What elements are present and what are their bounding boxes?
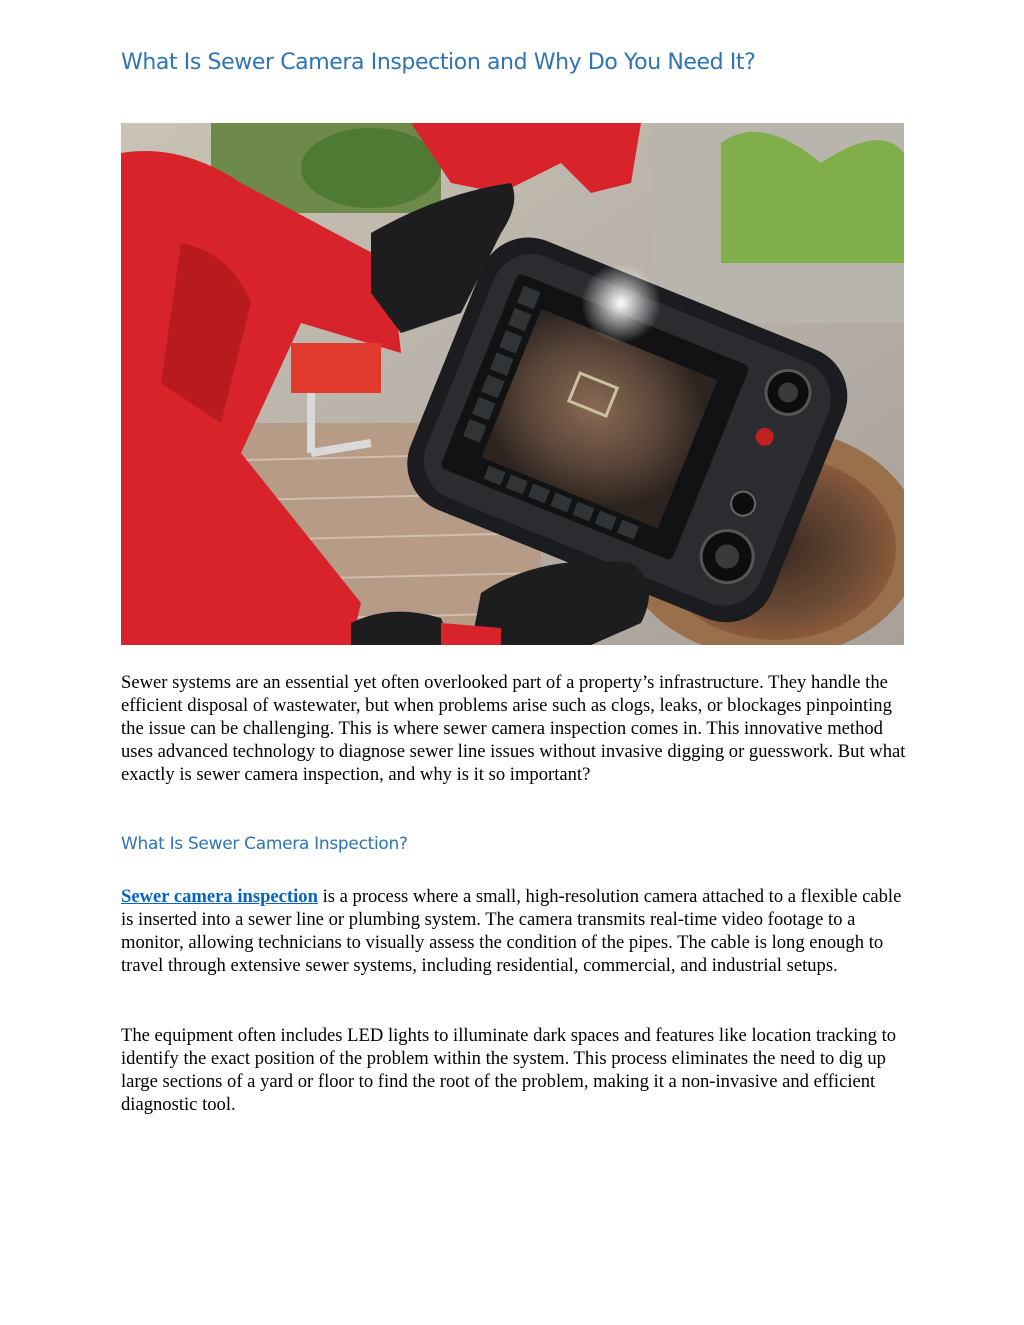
page-title: What Is Sewer Camera Inspection and Why Do You Need It? [121, 50, 756, 75]
intro-paragraph: Sewer systems are an essential yet often overlooked part of a property’s infrastructure. They handle the efficient disposal of wastewater, but when problems arise such as clogs, leaks, or blockages pinpointing the issue can be challenging. This is where sewer camera inspection comes in. This innovative method uses advanced technology to diagnose sewer line issues without invasive digging or guesswork. But what exactly is sewer camera inspection, and why is it so important? [121, 672, 906, 785]
definition-paragraph [121, 885, 911, 977]
equipment-paragraph: The equipment often includes LED lights to illuminate dark spaces and features like location tracking to identify the exact position of the problem within the system. This process eliminates the need to dig up large sections of a yard or floor to find the root of the problem, making it a non-invasive and efficient diagnostic tool. [121, 1025, 897, 1115]
sewer-camera-inspection-link[interactable]: Sewer camera inspection [121, 886, 318, 907]
section-heading: What Is Sewer Camera Inspection? [121, 834, 408, 854]
sewer-camera-photo [121, 123, 904, 645]
definition-paragraph-text: is a process where a small, high-resolution camera attached to a flexible cable is inserted into a sewer line or plumbing system. The camera transmits real-time video footage to a monitor, allowing technicians to visually assess the condition of the pipes. The cable is long enough to travel through extensive sewer systems, including residential, commercial, and industrial setups. [121, 886, 902, 976]
